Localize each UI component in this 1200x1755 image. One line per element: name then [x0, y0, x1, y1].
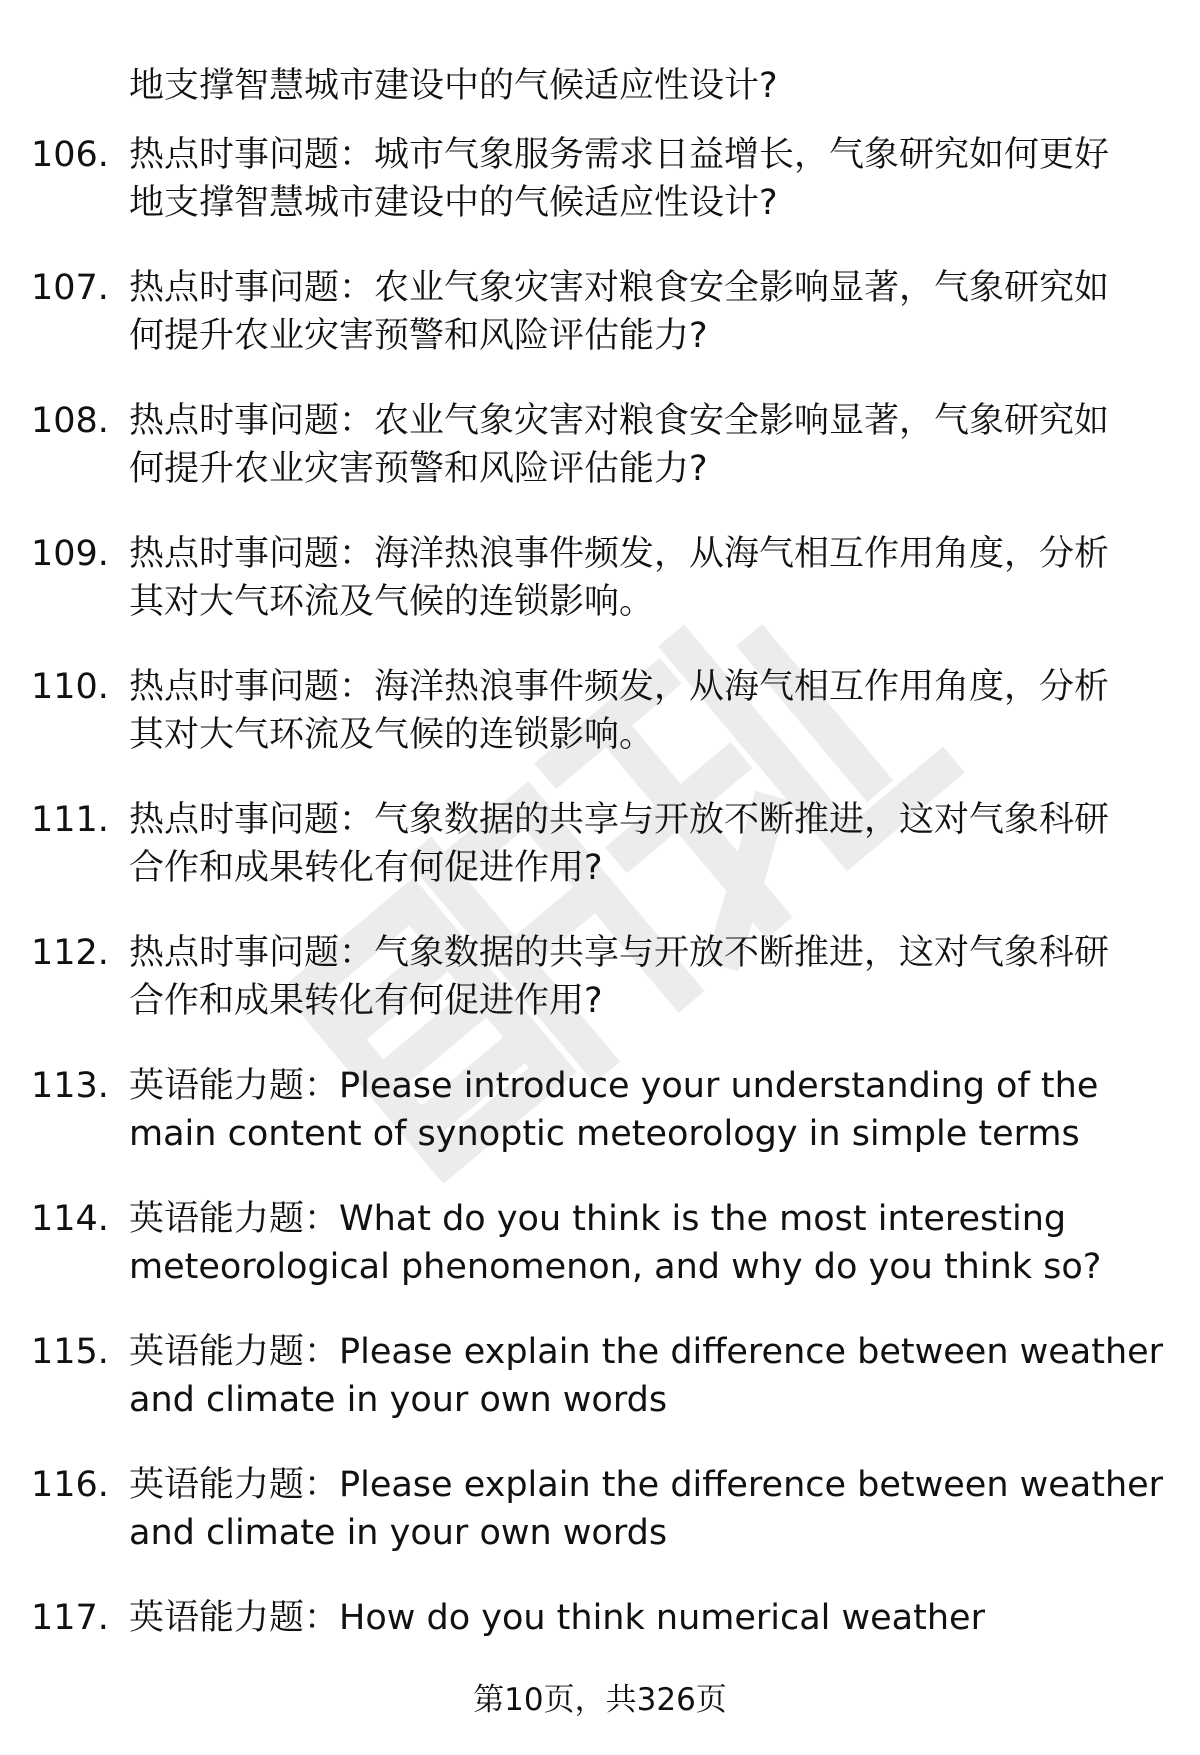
question-text: 英语能力题：Please explain the difference between weather and climate in your own words — [129, 1332, 1164, 1420]
question-text: 英语能力题：What do you think is the most interesting meteorological phenomenon, and why do you think so? — [129, 1199, 1102, 1287]
question-number: 114. — [31, 1199, 109, 1239]
question-item — [0, 264, 1200, 397]
question-number: 117. — [31, 1598, 109, 1638]
question-text: 热点时事问题：气象数据的共享与开放不断推进，这对气象科研 合作和成果转化有何促进作用? — [129, 933, 1110, 1021]
question-text: 热点时事问题：农业气象灾害对粮食安全影响显著，气象研究如 何提升农业灾害预警和风险评估能力? — [129, 268, 1110, 356]
question-text: 热点时事问题：农业气象灾害对粮食安全影响显著，气象研究如 何提升农业灾害预警和风险评估能力? — [129, 401, 1110, 489]
question-item — [0, 1195, 1200, 1328]
question-item — [0, 796, 1200, 929]
question-number: 110. — [31, 667, 109, 707]
continuation-text: 地支撑智慧城市建设中的气候适应性设计? — [129, 66, 778, 106]
question-number: 108. — [31, 401, 109, 441]
question-item — [0, 1461, 1200, 1594]
question-text: 英语能力题：Please explain the difference between weather and climate in your own words — [129, 1465, 1164, 1553]
question-number: 107. — [31, 268, 109, 308]
question-list — [0, 131, 1200, 1727]
page-footer: 第10页，共326页 — [473, 1682, 727, 1718]
question-number: 113. — [31, 1066, 109, 1106]
question-number: 115. — [31, 1332, 109, 1372]
question-number: 112. — [31, 933, 109, 973]
question-item — [0, 929, 1200, 1062]
question-text: 英语能力题：How do you think numerical weather — [129, 1598, 985, 1638]
question-text: 英语能力题：Please introduce your understanding of the main content of synoptic meteorology in simple terms — [129, 1066, 1099, 1154]
question-number: 116. — [31, 1465, 109, 1505]
question-item — [0, 663, 1200, 796]
question-text: 热点时事问题：海洋热浪事件频发，从海气相互作用角度，分析 其对大气环流及气候的连锁影响。 — [129, 534, 1110, 622]
question-number: 109. — [31, 534, 109, 574]
question-text: 热点时事问题：海洋热浪事件频发，从海气相互作用角度，分析 其对大气环流及气候的连锁影响。 — [129, 667, 1110, 755]
question-number: 111. — [31, 800, 109, 840]
question-item — [0, 131, 1200, 264]
question-item — [0, 397, 1200, 530]
question-text: 热点时事问题：城市气象服务需求日益增长，气象研究如何更好 地支撑智慧城市建设中的气候适应性设计? — [129, 135, 1110, 223]
question-number: 106. — [31, 135, 109, 175]
question-item — [0, 530, 1200, 663]
question-item — [0, 1062, 1200, 1195]
question-item — [0, 1328, 1200, 1461]
question-text: 热点时事问题：气象数据的共享与开放不断推进，这对气象科研 合作和成果转化有何促进作用? — [129, 800, 1110, 888]
